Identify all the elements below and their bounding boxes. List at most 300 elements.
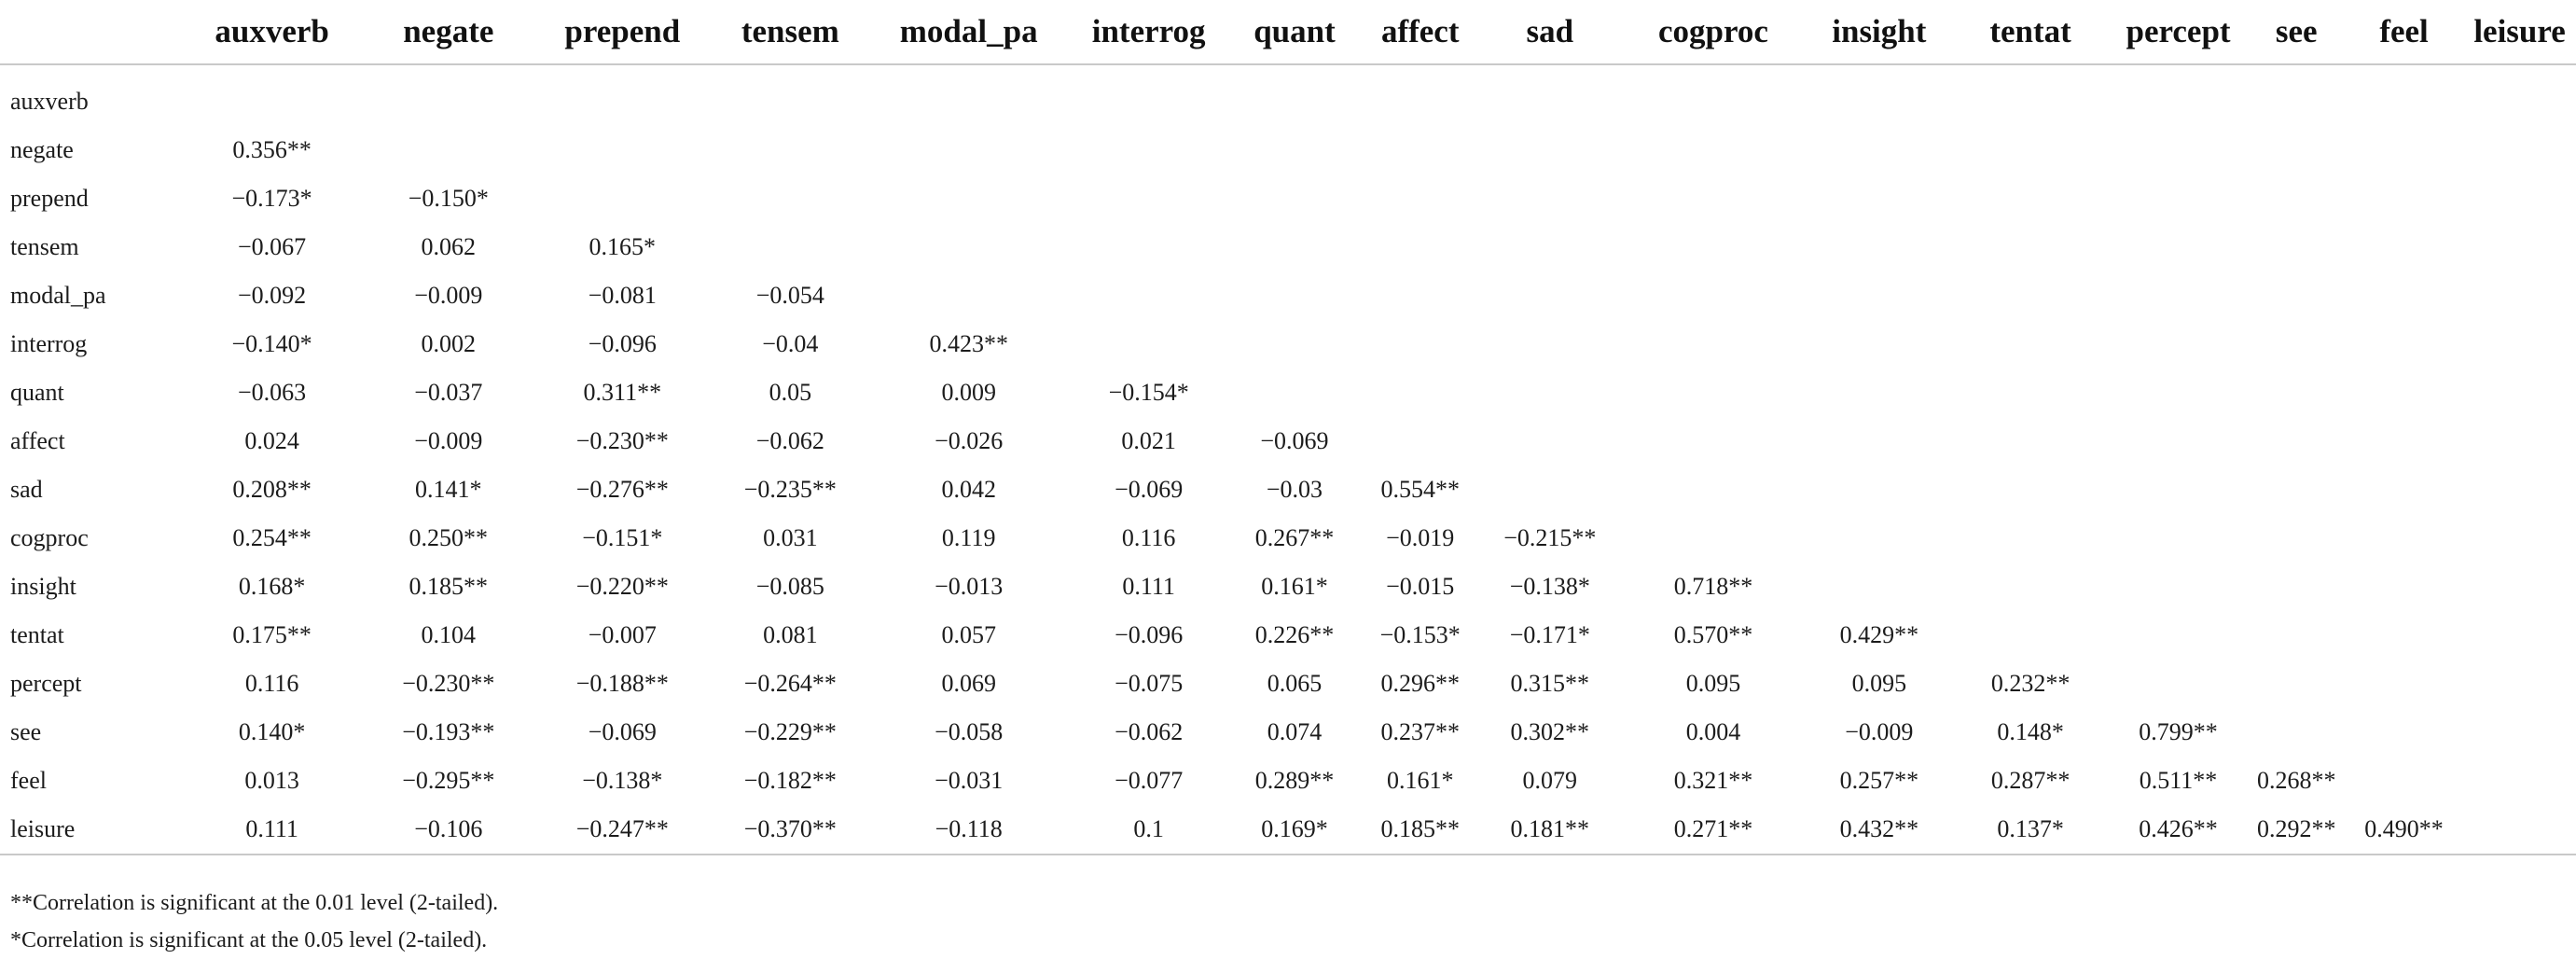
correlation-value: 0.111 [1122, 573, 1175, 600]
table-cell [1479, 611, 1621, 660]
correlation-value: −0.230** [575, 427, 669, 454]
table-cell [867, 563, 1070, 611]
table-cell [2345, 368, 2463, 417]
table-cell [365, 708, 532, 757]
table-cell [713, 514, 867, 563]
correlation-value: 0.257** [1839, 767, 1919, 794]
table-cell [1806, 611, 1952, 660]
table-cell [1479, 368, 1621, 417]
table-cell [1227, 466, 1361, 514]
header-corner-cell [0, 0, 179, 64]
correlation-value: −0.154* [1108, 379, 1189, 406]
row-label: see [10, 718, 42, 745]
table-cell [1362, 368, 1479, 417]
table-cell [1621, 320, 1806, 368]
correlation-value: 0.267** [1254, 524, 1335, 551]
table-cell [179, 805, 365, 855]
table-cell [2345, 320, 2463, 368]
correlation-value: 0.165* [589, 233, 657, 260]
table-row [0, 660, 2576, 708]
table-cell [1070, 563, 1227, 611]
table-cell [1362, 126, 1479, 174]
correlation-value: −0.171* [1509, 621, 1590, 648]
table-row [0, 320, 2576, 368]
table-cell [1227, 368, 1361, 417]
table-cell [867, 466, 1070, 514]
correlation-value: −0.193** [402, 718, 495, 745]
table-cell [867, 368, 1070, 417]
correlation-value: −0.092 [238, 282, 307, 309]
row-label: leisure [0, 805, 179, 855]
table-cell [2248, 223, 2344, 271]
table-cell [1362, 271, 1479, 320]
table-cell [365, 514, 532, 563]
table-cell [1806, 417, 1952, 466]
row-label: tentat [10, 621, 64, 648]
table-cell [2248, 417, 2344, 466]
table-cell [1953, 126, 2109, 174]
table-cell [365, 174, 532, 223]
correlation-value: 0.296** [1380, 670, 1460, 697]
table-cell [2248, 126, 2344, 174]
table-cell [1621, 174, 1806, 223]
correlation-value: 0.081 [763, 621, 818, 648]
table-cell [867, 77, 1070, 126]
correlation-value: 0.237** [1380, 718, 1460, 745]
table-cell [1479, 466, 1621, 514]
correlation-value: −0.009 [414, 427, 483, 454]
table-cell [867, 805, 1070, 855]
table-cell [1070, 320, 1227, 368]
table-cell [1953, 320, 2109, 368]
correlation-value: 0.119 [941, 524, 996, 551]
table-row [0, 223, 2576, 271]
correlation-value: −0.229** [743, 718, 837, 745]
correlation-value: −0.04 [762, 330, 819, 357]
table-row [0, 563, 2576, 611]
table-cell [1070, 77, 1227, 126]
table-cell [1953, 805, 2109, 855]
table-cell [867, 126, 1070, 174]
table-cell [2109, 660, 2249, 708]
table-cell [1362, 223, 1479, 271]
table-cell [532, 757, 713, 805]
correlation-value: −0.370** [743, 815, 837, 842]
table-cell [1621, 417, 1806, 466]
table-cell [2345, 514, 2463, 563]
table-cell [2109, 320, 2249, 368]
table-cell [365, 223, 532, 271]
table-cell [365, 563, 532, 611]
table-cell [365, 757, 532, 805]
column-header-tensem: tensem [713, 0, 867, 64]
table-cell [2345, 660, 2463, 708]
correlation-value: −0.019 [1386, 524, 1455, 551]
column-header-leisure: leisure [2463, 0, 2576, 64]
table-cell [2345, 563, 2463, 611]
correlation-value: −0.063 [238, 379, 307, 406]
correlation-value: 0.356** [232, 136, 312, 163]
table-cell [365, 611, 532, 660]
table-cell [1621, 126, 1806, 174]
table-cell [2109, 271, 2249, 320]
table-cell [365, 466, 532, 514]
correlation-value: −0.081 [588, 282, 657, 309]
correlation-value: 0.432** [1839, 815, 1919, 842]
table-cell [2463, 174, 2576, 223]
column-header-tentat: tentat [1953, 0, 2109, 64]
table-cell [1227, 126, 1361, 174]
table-cell [1953, 77, 2109, 126]
correlation-value: −0.03 [1266, 476, 1323, 503]
table-cell [713, 126, 867, 174]
table-cell [532, 417, 713, 466]
correlation-value: 0.289** [1254, 767, 1335, 794]
correlation-value: 0.315** [1510, 670, 1590, 697]
correlation-value: −0.067 [238, 233, 307, 260]
correlation-value: −0.138* [582, 767, 663, 794]
correlation-value: 0.423** [929, 330, 1008, 357]
correlation-value: 0.002 [421, 330, 477, 357]
table-cell [179, 223, 365, 271]
table-body [0, 64, 2576, 855]
correlation-value: 0.511** [2139, 767, 2218, 794]
correlation-value: 0.292** [2256, 815, 2336, 842]
footnote-significance-001: **Correlation is significant at the 0.01 level (2-tailed). [10, 891, 499, 915]
table-cell [1806, 320, 1952, 368]
table-cell [1953, 611, 2109, 660]
table-cell [713, 223, 867, 271]
table-cell [2248, 514, 2344, 563]
table-row [0, 368, 2576, 417]
table-cell [2109, 757, 2249, 805]
row-label: sad [10, 476, 43, 503]
table-cell [1953, 271, 2109, 320]
correlation-value: −0.247** [575, 815, 669, 842]
correlation-value: 0.074 [1267, 718, 1323, 745]
correlation-value: 0.104 [421, 621, 477, 648]
row-label: auxverb [10, 88, 89, 115]
correlation-value: −0.182** [743, 767, 837, 794]
table-cell [1621, 563, 1806, 611]
table-cell [2463, 77, 2576, 126]
table-cell [1070, 708, 1227, 757]
table-cell [2463, 466, 2576, 514]
column-header-percept: percept [2109, 0, 2249, 64]
table-cell [365, 271, 532, 320]
table-cell [1227, 77, 1361, 126]
table-cell [713, 708, 867, 757]
table-row [0, 271, 2576, 320]
table-cell [713, 466, 867, 514]
correlation-value: 0.009 [941, 379, 996, 406]
table-cell [179, 466, 365, 514]
correlation-value: −0.037 [414, 379, 483, 406]
table-cell [532, 805, 713, 855]
correlation-value: 0.069 [941, 670, 996, 697]
table-cell [2345, 126, 2463, 174]
table-cell [179, 126, 365, 174]
table-cell [2463, 563, 2576, 611]
correlation-value: −0.118 [935, 815, 1003, 842]
table-cell [1479, 417, 1621, 466]
table-cell [1479, 271, 1621, 320]
table-cell [1362, 757, 1479, 805]
table-cell [1227, 320, 1361, 368]
correlation-value: 0.021 [1121, 427, 1176, 454]
table-cell [179, 563, 365, 611]
table-cell [1479, 757, 1621, 805]
table-cell [179, 368, 365, 417]
table-cell [1479, 563, 1621, 611]
table-cell [713, 563, 867, 611]
correlation-value: −0.235** [743, 476, 837, 503]
column-header-modal-pa: modal_pa [867, 0, 1070, 64]
correlation-value: −0.062 [755, 427, 824, 454]
table-row [0, 126, 2576, 174]
table-cell [2109, 563, 2249, 611]
table-cell [867, 611, 1070, 660]
correlation-value: −0.230** [402, 670, 495, 697]
correlation-value: 0.065 [1267, 670, 1323, 697]
table-cell [2345, 271, 2463, 320]
correlation-value: 0.799** [2139, 718, 2218, 745]
table-cell [1953, 223, 2109, 271]
row-label: prepend [10, 185, 89, 212]
correlation-value: 0.161* [1386, 767, 1454, 794]
correlation-value: 0.137* [1997, 815, 2064, 842]
table-cell [179, 174, 365, 223]
table-cell [2463, 417, 2576, 466]
table-row [0, 611, 2576, 660]
table-cell [1953, 563, 2109, 611]
table-cell [1362, 805, 1479, 855]
column-header-negate: negate [365, 0, 532, 64]
correlation-value: −0.096 [1115, 621, 1184, 648]
correlation-value: 0.062 [421, 233, 477, 260]
table-cell [532, 77, 713, 126]
table-cell [1621, 368, 1806, 417]
row-label: affect [10, 427, 65, 454]
correlation-value: −0.031 [935, 767, 1004, 794]
table-cell [1953, 514, 2109, 563]
table-cell [1621, 757, 1806, 805]
table-cell [532, 466, 713, 514]
correlation-value: 0.311** [583, 379, 662, 406]
table-cell [365, 660, 532, 708]
table-cell [2248, 271, 2344, 320]
table-cell [1479, 708, 1621, 757]
table-cell [1362, 466, 1479, 514]
table-cell [867, 174, 1070, 223]
table-cell [2109, 417, 2249, 466]
correlation-value: −0.106 [414, 815, 483, 842]
table-cell [713, 77, 867, 126]
correlation-value: −0.138* [1509, 573, 1590, 600]
column-header-auxverb: auxverb [179, 0, 365, 64]
table-cell [2463, 320, 2576, 368]
table-cell [1806, 126, 1952, 174]
table-cell [532, 271, 713, 320]
table-cell [1070, 417, 1227, 466]
table-cell [1070, 223, 1227, 271]
table-cell [1806, 708, 1952, 757]
table-cell [2248, 660, 2344, 708]
correlation-value: −0.295** [402, 767, 495, 794]
table-cell [1362, 77, 1479, 126]
table-cell [2248, 368, 2344, 417]
correlation-value: −0.069 [588, 718, 657, 745]
correlation-value: −0.007 [588, 621, 657, 648]
correlation-value: 0.095 [1851, 670, 1907, 697]
table-row [0, 174, 2576, 223]
correlation-value: −0.062 [1115, 718, 1184, 745]
table-cell [1479, 660, 1621, 708]
table-cell [1362, 320, 1479, 368]
table-cell [2248, 320, 2344, 368]
table-cell [532, 174, 713, 223]
row-label: tensem [10, 233, 79, 260]
table-cell [532, 563, 713, 611]
table-cell [2345, 77, 2463, 126]
row-label: modal_pa [10, 282, 106, 309]
table-cell [2109, 514, 2249, 563]
table-cell [713, 368, 867, 417]
table-cell [179, 611, 365, 660]
table-cell [2109, 805, 2249, 855]
table-cell [867, 223, 1070, 271]
table-cell [179, 660, 365, 708]
table-row [0, 466, 2576, 514]
correlation-value: 0.169* [1261, 815, 1328, 842]
correlation-value: −0.085 [755, 573, 824, 600]
correlation-value: 0.168* [238, 573, 306, 600]
table-cell [1953, 708, 2109, 757]
correlation-value: −0.013 [935, 573, 1004, 600]
table-row [0, 708, 2576, 757]
table-cell [2463, 223, 2576, 271]
table-cell [1621, 708, 1806, 757]
table-cell [1070, 805, 1227, 855]
table-row [0, 805, 2576, 855]
correlation-value: 0.116 [1121, 524, 1176, 551]
correlation-value: 0.232** [1990, 670, 2070, 697]
correlation-value: −0.140* [231, 330, 312, 357]
table-cell [2463, 708, 2576, 757]
table-cell [2109, 611, 2249, 660]
table-cell [867, 757, 1070, 805]
table-cell [2463, 126, 2576, 174]
table-cell [2248, 805, 2344, 855]
table-cell [1479, 174, 1621, 223]
table-cell [1806, 368, 1952, 417]
correlation-value: −0.077 [1115, 767, 1184, 794]
table-cell [1806, 563, 1952, 611]
table-cell [1362, 417, 1479, 466]
table-cell [2248, 611, 2344, 660]
correlation-value: 0.226** [1254, 621, 1335, 648]
table-cell [1479, 223, 1621, 271]
table-cell [1227, 611, 1361, 660]
correlation-value: 0.042 [941, 476, 996, 503]
table-cell [867, 417, 1070, 466]
table-cell [1479, 514, 1621, 563]
table-cell [1479, 805, 1621, 855]
correlation-value: 0.208** [232, 476, 312, 503]
column-header-see: see [2248, 0, 2344, 64]
row-label: interrog [10, 330, 88, 357]
table-cell [1227, 757, 1361, 805]
correlation-value: 0.490** [2364, 815, 2444, 842]
table-cell [1070, 271, 1227, 320]
table-cell [1070, 368, 1227, 417]
table-cell [2109, 223, 2249, 271]
table-cell [532, 126, 713, 174]
table-cell [867, 708, 1070, 757]
correlation-value: −0.153* [1379, 621, 1461, 648]
correlation-value: 0.116 [244, 670, 299, 697]
table-cell [1806, 514, 1952, 563]
correlation-value: −0.069 [1115, 476, 1184, 503]
table-cell [713, 805, 867, 855]
table-cell [1806, 223, 1952, 271]
correlation-value: −0.075 [1115, 670, 1184, 697]
table-cell [1621, 271, 1806, 320]
table-cell [2345, 466, 2463, 514]
table-cell [1953, 660, 2109, 708]
correlation-value: 0.426** [2139, 815, 2218, 842]
table-cell [1621, 611, 1806, 660]
table-cell [365, 368, 532, 417]
table-cell [179, 708, 365, 757]
table-cell [2248, 174, 2344, 223]
table-cell [1227, 174, 1361, 223]
correlation-value: −0.054 [755, 282, 824, 309]
column-header-affect: affect [1362, 0, 1479, 64]
table-cell [2463, 805, 2576, 855]
table-cell [1070, 466, 1227, 514]
column-header-interrog: interrog [1070, 0, 1227, 64]
table-cell [2345, 174, 2463, 223]
table-cell [1070, 660, 1227, 708]
table-cell [713, 611, 867, 660]
table-cell [1227, 223, 1361, 271]
table-cell [1362, 514, 1479, 563]
table-cell [2463, 514, 2576, 563]
table-cell [1479, 126, 1621, 174]
row-label: insight [10, 573, 76, 600]
column-header-quant: quant [1227, 0, 1361, 64]
table-cell [1227, 271, 1361, 320]
correlation-value: 0.185** [409, 573, 489, 600]
table-cell [2109, 466, 2249, 514]
table-cell [1621, 805, 1806, 855]
correlation-value: −0.173* [231, 185, 312, 212]
correlation-value: 0.250** [409, 524, 489, 551]
table-cell [713, 757, 867, 805]
correlation-value: 0.287** [1990, 767, 2070, 794]
correlation-value: −0.058 [935, 718, 1004, 745]
correlation-value: 0.141* [415, 476, 482, 503]
table-cell [2463, 271, 2576, 320]
row-label: cogproc [10, 524, 89, 551]
table-cell [365, 126, 532, 174]
correlation-value: −0.151* [582, 524, 663, 551]
table-footnotes [10, 884, 498, 959]
correlation-value: 0.554** [1380, 476, 1460, 503]
table-cell [2345, 611, 2463, 660]
table-cell [2248, 708, 2344, 757]
